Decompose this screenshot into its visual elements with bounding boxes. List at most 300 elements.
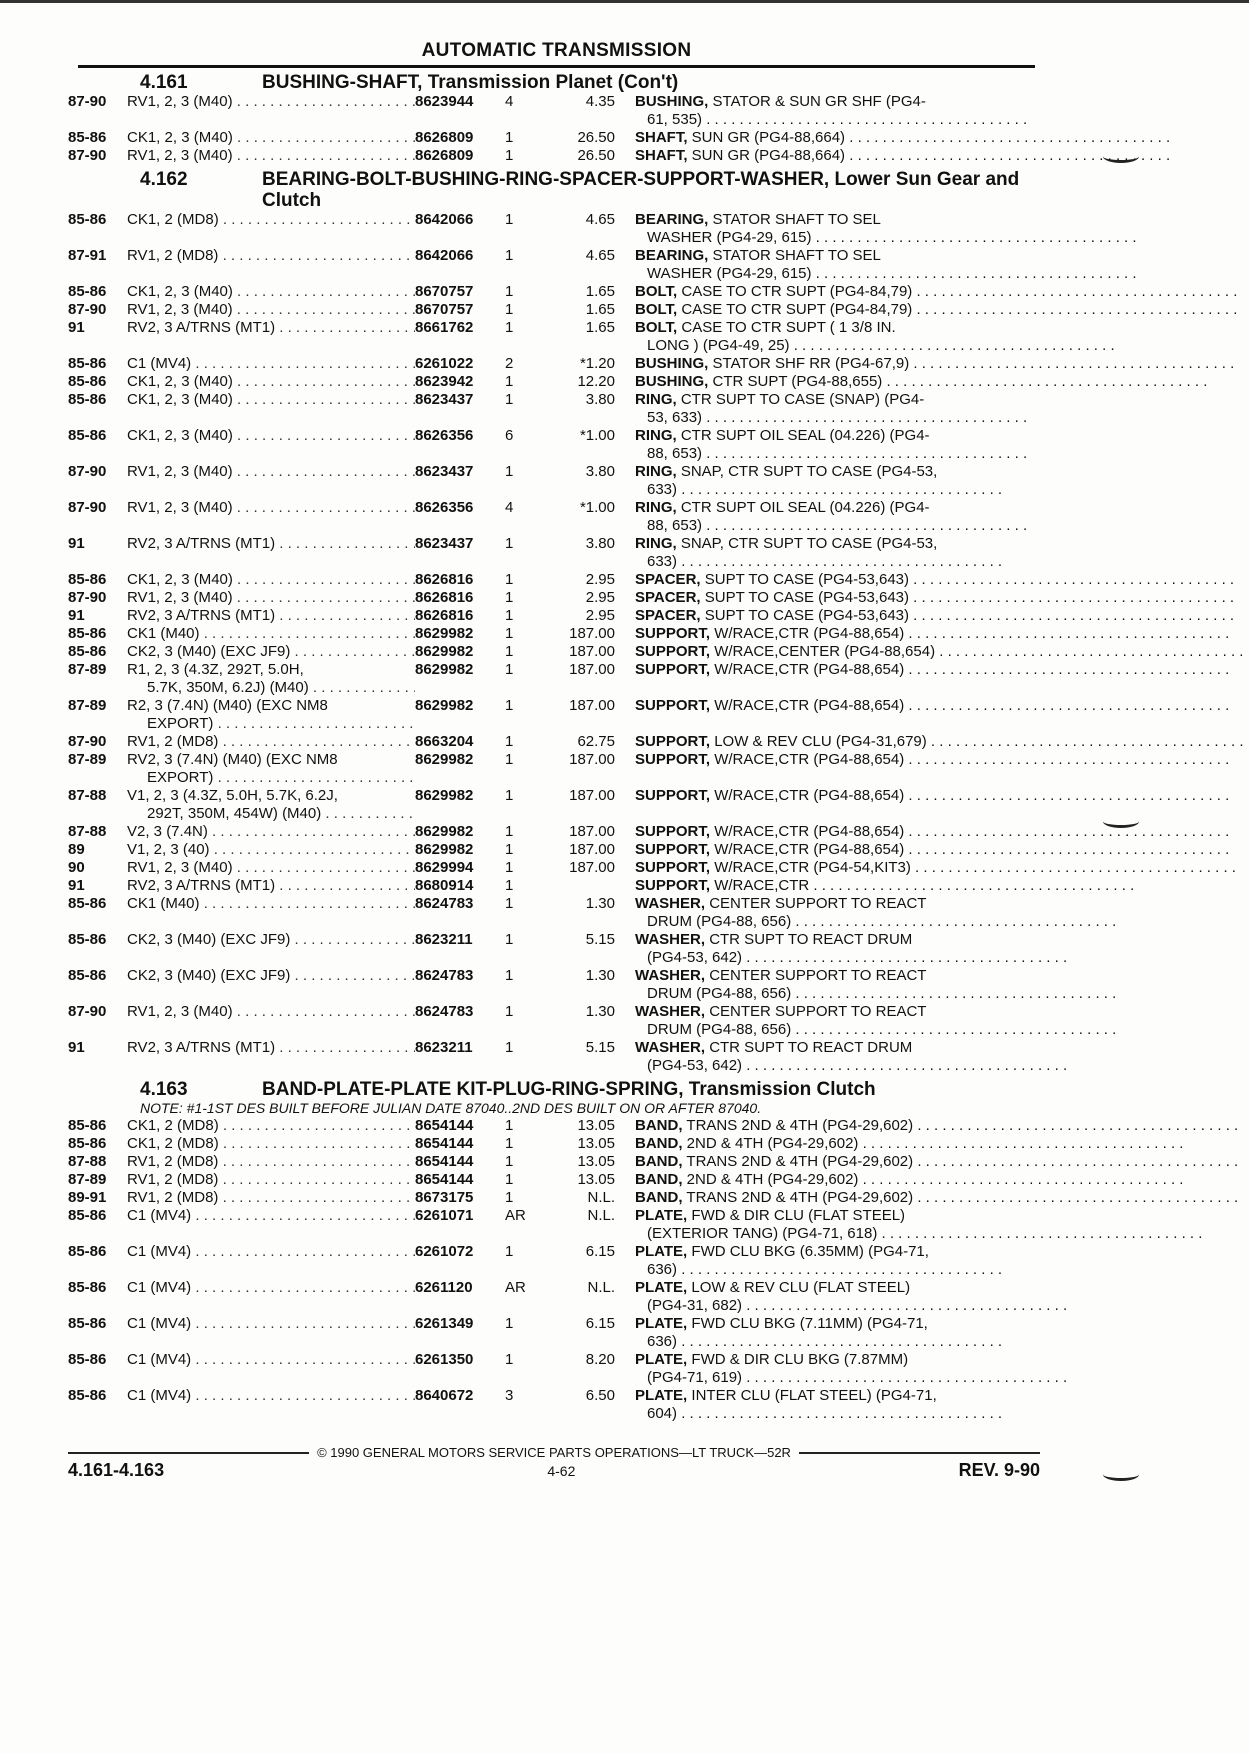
part-name: SUPPORT,: [635, 697, 711, 714]
part-name: PLATE,: [635, 1387, 688, 1404]
model-years: 91: [68, 1039, 85, 1056]
application-leader: [127, 877, 415, 894]
application: [127, 247, 415, 265]
description-line: [635, 1171, 1183, 1189]
application-leader: [127, 931, 415, 948]
description: [635, 1351, 1067, 1387]
parts-row: [68, 625, 1040, 643]
part-number: 8624783: [415, 895, 474, 912]
part-name: BAND,: [635, 1117, 683, 1134]
application: [127, 589, 415, 607]
model-years: 85-86: [68, 427, 107, 444]
section-range: 4.161-4.163: [68, 1460, 165, 1480]
part-name: PLATE,: [635, 1279, 688, 1296]
model-years: 91: [68, 535, 85, 552]
application: [127, 733, 415, 751]
part-number: 8629982: [415, 823, 474, 840]
application-line: CK1 (M40): [127, 895, 200, 912]
model-years: 85-86: [68, 571, 107, 588]
description: [635, 661, 1229, 679]
description-text: SUPT TO CASE (PG4-53,643): [704, 607, 910, 624]
part-number: 8629982: [415, 643, 474, 660]
description-text: 2ND & 4TH (PG4-29,602): [686, 1135, 859, 1152]
section-number: 4.162: [140, 169, 188, 190]
parts-row: [68, 1207, 1040, 1243]
parts-row: [68, 1351, 1040, 1387]
part-number: 8642066: [415, 247, 474, 264]
price: 6.50: [585, 1387, 615, 1404]
part-number: 8624783: [415, 967, 474, 984]
model-years: 85-86: [68, 355, 107, 372]
application-leader: [127, 1189, 415, 1206]
application: [127, 211, 415, 229]
description-line: [635, 301, 1237, 319]
quantity: 1: [505, 1039, 514, 1056]
price: 13.05: [577, 1117, 615, 1134]
quantity: 1: [505, 1153, 514, 1170]
description-line: [635, 499, 1040, 517]
application-leader: [127, 607, 415, 624]
parts-row: [68, 841, 1040, 859]
description-line: [635, 1369, 1067, 1387]
part-number: 8626809: [415, 129, 474, 146]
application: [127, 787, 415, 823]
application-line: RV1, 2, 3 (M40): [127, 499, 233, 516]
part-name: RING,: [635, 391, 677, 408]
section-number: 4.163: [140, 1079, 188, 1100]
price: 4.35: [585, 93, 615, 110]
application-line: RV2, 3 A/TRNS (MT1): [127, 319, 276, 336]
description-text: W/RACE,CTR (PG4-88,654): [714, 823, 905, 840]
description-text: STATOR & SUN GR SHF (PG4-: [712, 93, 926, 110]
description: [635, 1387, 1040, 1423]
application-leader: [127, 129, 415, 146]
quantity: 4: [505, 499, 514, 516]
application-leader: [127, 1279, 415, 1296]
model-years: 89: [68, 841, 85, 858]
model-years: 87-88: [68, 823, 107, 840]
part-number: 8623944: [415, 93, 474, 110]
quantity: 1: [505, 571, 514, 588]
application: [127, 895, 415, 913]
model-years: 85-86: [68, 1315, 107, 1332]
model-years: 90: [68, 859, 85, 876]
description-text: WASHER (PG4-29, 615): [647, 229, 812, 246]
price: 187.00: [569, 787, 615, 804]
description-text: W/RACE,CTR: [714, 877, 810, 894]
part-number: 8623211: [415, 931, 473, 948]
application-leader: [127, 643, 415, 660]
price: *1.20: [579, 355, 615, 372]
quantity: AR: [505, 1207, 526, 1224]
price: 1.30: [585, 967, 615, 984]
parts-row: [68, 1117, 1040, 1135]
description: [635, 1039, 1067, 1075]
price: 4.65: [585, 211, 615, 228]
application-leader: [127, 499, 415, 516]
model-years: 85-86: [68, 643, 107, 660]
model-years: 87-90: [68, 733, 107, 750]
description: [635, 841, 1229, 859]
description-text: CTR SUPT TO CASE (SNAP) (PG4-: [680, 391, 925, 408]
description: [635, 1135, 1183, 1153]
price: N.L.: [587, 1189, 615, 1206]
quantity: 1: [505, 1171, 514, 1188]
model-years: 87-90: [68, 147, 107, 164]
description: [635, 247, 1137, 283]
description-line: [635, 1021, 1116, 1039]
parts-row: [68, 733, 1040, 751]
description-line: [635, 661, 1229, 679]
parts-row: [68, 1153, 1040, 1171]
application-line: C1 (MV4): [127, 1279, 192, 1296]
description: [635, 787, 1229, 805]
part-number: 8654144: [415, 1135, 474, 1152]
parts-row: [68, 1387, 1040, 1423]
parts-row: [68, 967, 1040, 1003]
model-years: 85-86: [68, 1243, 107, 1260]
part-name: PLATE,: [635, 1351, 688, 1368]
quantity: 1: [505, 247, 514, 264]
price: *1.00: [579, 427, 615, 444]
parts-row: [68, 571, 1040, 589]
description-text: CTR SUPT TO REACT DRUM: [709, 1039, 913, 1056]
description-line: [635, 625, 1229, 643]
application-line: RV1, 2 (MD8): [127, 1171, 219, 1188]
application-line: RV1, 2 (MD8): [127, 1189, 219, 1206]
application-line: RV2, 3 (7.4N) (M40) (EXC NM8: [127, 751, 338, 768]
application-line: R2, 3 (7.4N) (M40) (EXC NM8: [127, 697, 328, 714]
application: [127, 841, 415, 859]
application-leader: [127, 769, 415, 787]
description-text: CTR SUPT OIL SEAL (04.226) (PG4-: [680, 499, 930, 516]
application-leader: [127, 733, 415, 750]
part-name: RING,: [635, 499, 677, 516]
parts-row: [68, 787, 1040, 823]
part-name: SUPPORT,: [635, 733, 711, 750]
description-line: [635, 1153, 1238, 1171]
application-leader: [127, 93, 415, 110]
description-line: [635, 1039, 1067, 1057]
application: [127, 283, 415, 301]
quantity: 1: [505, 823, 514, 840]
quantity: 1: [505, 661, 514, 678]
quantity: 1: [505, 1243, 514, 1260]
application: [127, 147, 415, 165]
model-years: 87-90: [68, 93, 107, 110]
description: [635, 931, 1067, 967]
application: [127, 427, 415, 445]
application-line: EXPORT): [147, 715, 214, 732]
application-line: CK1, 2, 3 (M40): [127, 283, 233, 300]
model-years: 87-91: [68, 247, 107, 264]
part-name: WASHER,: [635, 1003, 706, 1020]
application-line: CK2, 3 (M40) (EXC JF9): [127, 967, 291, 984]
application-leader: [127, 589, 415, 606]
quantity: 1: [505, 931, 514, 948]
part-number: 6261072: [415, 1243, 474, 1260]
part-name: PLATE,: [635, 1207, 688, 1224]
application-line: 292T, 350M, 454W) (M40): [147, 805, 322, 822]
application-line: CK1, 2, 3 (M40): [127, 571, 233, 588]
price: 187.00: [569, 841, 615, 858]
description-line: [635, 751, 1229, 769]
description: [635, 319, 1115, 355]
application-line: C1 (MV4): [127, 1351, 192, 1368]
description-text: DRUM (PG4-88, 656): [647, 1021, 792, 1038]
price: 187.00: [569, 625, 615, 642]
application-line: RV1, 2, 3 (M40): [127, 589, 233, 606]
description-text: W/RACE,CTR (PG4-88,654): [714, 787, 905, 804]
description-text: LOW & REV CLU (PG4-31,679): [714, 733, 927, 750]
description: [635, 211, 1137, 247]
application: [127, 301, 415, 319]
price: 62.75: [577, 733, 615, 750]
application-leader: [127, 535, 415, 552]
application-line: R1, 2, 3 (4.3Z, 292T, 5.0H,: [127, 661, 304, 678]
quantity: 1: [505, 463, 514, 480]
application-line: 5.7K, 350M, 6.2J) (M40): [147, 679, 309, 696]
description-line: [635, 147, 1170, 165]
application: [127, 859, 415, 877]
description-line: [635, 517, 1040, 535]
description-text: SNAP, CTR SUPT TO CASE (PG4-53,: [680, 463, 938, 480]
application-leader: [127, 715, 415, 733]
part-number: 8626356: [415, 427, 474, 444]
parts-row: [68, 607, 1040, 625]
part-number: 8623942: [415, 373, 474, 390]
application-leader: [127, 247, 415, 264]
price: 12.20: [577, 373, 615, 390]
part-number: 6261071: [415, 1207, 474, 1224]
price: 5.15: [585, 1039, 615, 1056]
description-text: LONG ) (PG4-49, 25): [647, 337, 790, 354]
description-text: (PG4-53, 642): [647, 1057, 743, 1074]
parts-row: [68, 895, 1040, 931]
description-text: SUPT TO CASE (PG4-53,643): [704, 571, 910, 588]
model-years: 89-91: [68, 1189, 107, 1206]
application-line: CK2, 3 (M40) (EXC JF9): [127, 931, 291, 948]
description-line: [635, 643, 1249, 661]
quantity: 1: [505, 625, 514, 642]
application-line: V2, 3 (7.4N): [127, 823, 208, 840]
description-text: 636): [647, 1333, 678, 1350]
application: [127, 1351, 415, 1369]
quantity: 1: [505, 895, 514, 912]
price: 187.00: [569, 697, 615, 714]
description: [635, 877, 1134, 895]
description-line: [635, 733, 1249, 751]
part-number: 8624783: [415, 1003, 474, 1020]
part-name: BOLT,: [635, 319, 678, 336]
description-line: [635, 913, 1116, 931]
description-line: [635, 93, 1040, 111]
application-line: CK1, 2, 3 (M40): [127, 427, 233, 444]
footer-rule: [68, 1445, 1040, 1460]
price: 6.15: [585, 1315, 615, 1332]
description: [635, 1279, 1067, 1315]
description-line: [635, 1297, 1067, 1315]
description-line: [635, 319, 1115, 337]
application-line: C1 (MV4): [127, 1243, 192, 1260]
application: [127, 1153, 415, 1171]
application: [127, 373, 415, 391]
revision-label: REV. 9-90: [958, 1460, 1040, 1480]
quantity: 1: [505, 733, 514, 750]
description-line: [635, 111, 1040, 129]
description-text: 604): [647, 1405, 678, 1422]
part-number: 8626816: [415, 589, 474, 606]
model-years: 85-86: [68, 625, 107, 642]
description-text: SNAP, CTR SUPT TO CASE (PG4-53,: [680, 535, 938, 552]
application-line: CK2, 3 (M40) (EXC JF9): [127, 643, 291, 660]
description: [635, 823, 1229, 841]
application-leader: [127, 895, 415, 912]
parts-row: [68, 697, 1040, 733]
part-number: 8623437: [415, 463, 474, 480]
description: [635, 373, 1207, 391]
description-text: SUN GR (PG4-88,664): [691, 147, 846, 164]
parts-row: [68, 211, 1040, 247]
part-name: SUPPORT,: [635, 751, 711, 768]
application-line: C1 (MV4): [127, 1387, 192, 1404]
application-leader: [127, 805, 415, 823]
description-line: [635, 265, 1137, 283]
parts-row: [68, 643, 1040, 661]
description-line: [635, 1333, 1040, 1351]
description-text: DRUM (PG4-88, 656): [647, 985, 792, 1002]
application-leader: [127, 301, 415, 318]
model-years: 87-90: [68, 463, 107, 480]
part-number: 8626816: [415, 571, 474, 588]
model-years: 85-86: [68, 129, 107, 146]
description-line: [635, 1405, 1040, 1423]
application-leader: [127, 967, 415, 984]
description-text: W/RACE,CTR (PG4-88,654): [714, 751, 905, 768]
part-name: SUPPORT,: [635, 841, 711, 858]
part-name: SHAFT,: [635, 147, 688, 164]
description-text: CENTER SUPPORT TO REACT: [709, 1003, 927, 1020]
part-name: SUPPORT,: [635, 643, 711, 660]
application-leader: [127, 823, 415, 840]
description-line: [635, 247, 1137, 265]
description-text: FWD & DIR CLU (FLAT STEEL): [691, 1207, 906, 1224]
description-line: [635, 589, 1234, 607]
description: [635, 1171, 1183, 1189]
model-years: 85-86: [68, 211, 107, 228]
application-leader: [127, 391, 415, 408]
description: [635, 355, 1234, 373]
part-number: 6261022: [415, 355, 474, 372]
model-years: 87-88: [68, 1153, 107, 1170]
application-leader: [127, 1039, 415, 1056]
application: [127, 1207, 415, 1225]
parts-row: [68, 319, 1040, 355]
application-line: C1 (MV4): [127, 1207, 192, 1224]
description-text: STATOR SHAFT TO SEL: [712, 247, 881, 264]
part-name: BAND,: [635, 1153, 683, 1170]
description: [635, 643, 1249, 661]
application-leader: [127, 211, 415, 228]
part-number: 8661762: [415, 319, 474, 336]
model-years: 87-90: [68, 499, 107, 516]
application-line: C1 (MV4): [127, 355, 192, 372]
parts-row: [68, 823, 1040, 841]
parts-row: [68, 129, 1040, 147]
application-line: CK1, 2, 3 (M40): [127, 129, 233, 146]
part-name: SUPPORT,: [635, 625, 711, 642]
description-text: CASE TO CTR SUPT (PG4-84,79): [681, 301, 913, 318]
part-name: SPACER,: [635, 589, 701, 606]
top-edge-line: [0, 0, 1249, 3]
part-number: 8623437: [415, 535, 474, 552]
application: [127, 1189, 415, 1207]
application-leader: [127, 427, 415, 444]
description-text: (PG4-71, 619): [647, 1369, 743, 1386]
part-name: SUPPORT,: [635, 661, 711, 678]
application-leader: [127, 1117, 415, 1134]
part-name: BUSHING,: [635, 373, 709, 390]
sections-container: [68, 72, 1040, 1423]
application-leader: [127, 463, 415, 480]
parts-row: [68, 463, 1040, 499]
page-header: AUTOMATIC TRANSMISSION: [78, 40, 1035, 68]
part-number: 8670757: [415, 301, 474, 318]
quantity: 1: [505, 841, 514, 858]
application-line: CK1, 2 (MD8): [127, 1117, 219, 1134]
application-line: EXPORT): [147, 769, 214, 786]
parts-row: [68, 147, 1040, 165]
description-line: [635, 877, 1134, 895]
description-text: (PG4-53, 642): [647, 949, 743, 966]
description-line: [635, 463, 1040, 481]
part-name: RING,: [635, 427, 677, 444]
description-text: FWD CLU BKG (7.11MM) (PG4-71,: [691, 1315, 928, 1332]
price: 1.65: [585, 319, 615, 336]
price: 1.30: [585, 1003, 615, 1020]
description: [635, 93, 1040, 129]
application-leader: [127, 859, 415, 876]
quantity: 1: [505, 1135, 514, 1152]
description-text: TRANS 2ND & 4TH (PG4-29,602): [686, 1189, 914, 1206]
description: [635, 427, 1040, 463]
application: [127, 355, 415, 373]
application: [127, 967, 415, 985]
application-leader: [127, 1243, 415, 1260]
application: [127, 1387, 415, 1405]
application: [127, 643, 415, 661]
application: [127, 391, 415, 409]
application-leader: [127, 355, 415, 372]
quantity: 1: [505, 1315, 514, 1332]
application: [127, 1039, 415, 1057]
description: [635, 859, 1236, 877]
price: 1.65: [585, 283, 615, 300]
model-years: 91: [68, 319, 85, 336]
description-line: [635, 373, 1207, 391]
parts-row: [68, 877, 1040, 895]
description: [635, 283, 1237, 301]
binding-mark: [1103, 815, 1139, 828]
part-number: 8629994: [415, 859, 474, 876]
description-line: [635, 571, 1234, 589]
description-text: W/RACE,CTR (PG4-54,KIT3): [714, 859, 911, 876]
application: [127, 535, 415, 553]
description: [635, 1153, 1238, 1171]
part-number: 8673175: [415, 1189, 474, 1206]
application-line: RV1, 2, 3 (M40): [127, 147, 233, 164]
model-years: 85-86: [68, 391, 107, 408]
